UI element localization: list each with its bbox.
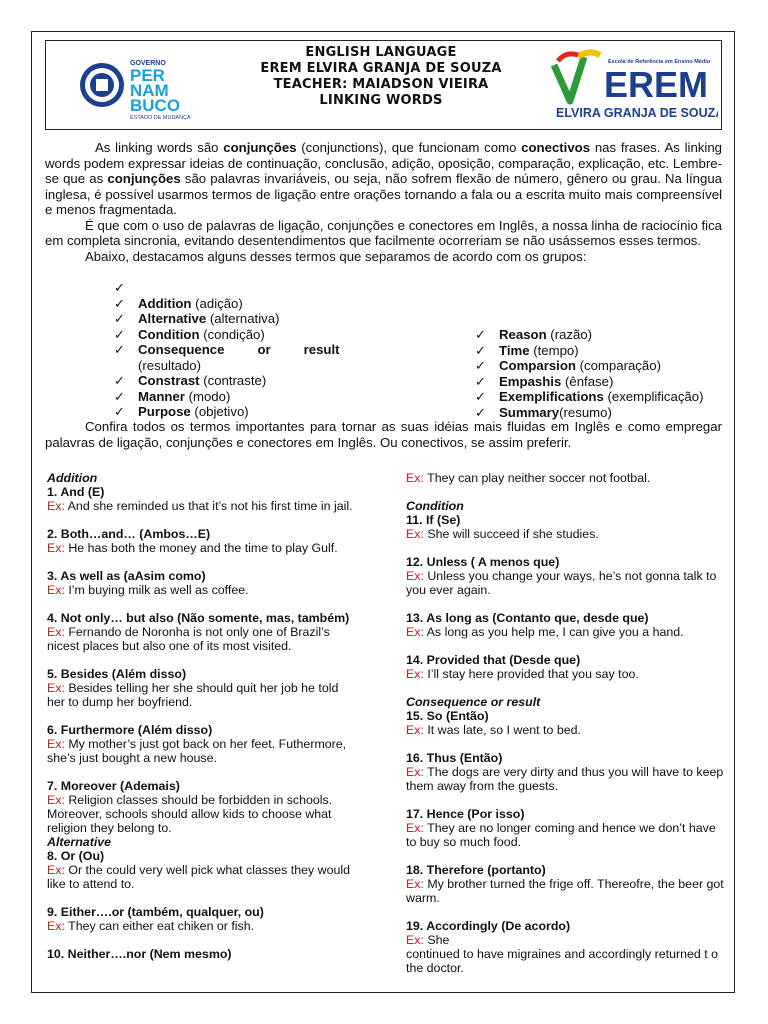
check-icon: ✓ — [114, 295, 126, 311]
document-header — [45, 40, 722, 130]
list-item: ✓ Exemplifications (exemplificação) — [475, 389, 704, 404]
example-sentence: Ex: I’ll stay here provided that you say too. — [406, 667, 639, 681]
pernambuco-logo — [74, 51, 214, 121]
example-sentence-continued: continued to have migraines and accordingly returned t o the doctor. — [406, 947, 719, 975]
term-title: 2. Both…and… (Ambos…E) — [47, 527, 211, 541]
term-title: 14. Provided that (Desde que) — [406, 653, 581, 667]
intro-paragraph-4: Confira todos os termos importantes para tornar as suas idéias mais fluidas em Inglês e como empregar palavras de ligação, conjunções e conectores em Inglês. Ou conectivos, se assim preferir. — [45, 419, 722, 450]
list-item: ✓ Manner (modo) — [114, 388, 231, 404]
groups-list-right — [475, 327, 735, 420]
examples-column-right — [406, 471, 724, 975]
term-title: 13. As long as (Contanto que, desde que) — [406, 611, 649, 625]
term-title: 5. Besides (Além disso) — [47, 667, 187, 681]
svg-text:ELVIRA GRANJA DE SOUZA: ELVIRA GRANJA DE SOUZA — [556, 106, 718, 120]
list-item: ✓ Condition (condição) — [114, 326, 265, 342]
example-sentence: Ex: I’m buying milk as well as coffee. — [47, 583, 249, 597]
topic-title: LINKING WORDS — [319, 93, 443, 108]
list-item: ✓ Consequence or result — [114, 342, 340, 357]
list-item: ✓ Purpose (objetivo) — [114, 404, 249, 419]
example-sentence: Ex: Unless you change your ways, he’s not gonna talk to you ever again. — [406, 569, 717, 597]
header-titles — [206, 45, 556, 109]
term-title: 16. Thus (Então) — [406, 751, 503, 765]
erem-logo — [548, 47, 718, 125]
list-item: ✓ Alternative (alternativa) — [114, 311, 280, 326]
check-icon: ✓ — [475, 404, 487, 420]
example-sentence: Ex: They can play neither soccer not footbal. — [406, 471, 651, 485]
svg-text:GOVERNO: GOVERNO — [130, 60, 166, 67]
example-sentence: Ex: They are no longer coming and hence we don’t have to buy so much food. — [406, 821, 716, 849]
svg-text:NAM: NAM — [130, 81, 169, 100]
svg-text:EREM: EREM — [604, 64, 709, 105]
example-sentence: Ex: He has both the money and the time to play Gulf. — [47, 541, 338, 555]
course-title: ENGLISH LANGUAGE — [305, 45, 457, 60]
term-title: 3. As well as (aAsim como) — [47, 569, 206, 583]
section-heading: Condition — [406, 499, 464, 513]
term-title: 17. Hence (Por isso) — [406, 807, 525, 821]
term-title: 18. Therefore (portanto) — [406, 863, 546, 877]
list-item: ✓ Time (tempo) — [475, 342, 579, 358]
check-icon: ✓ — [114, 280, 126, 295]
school-title: EREM ELVIRA GRANJA DE SOUZA — [260, 61, 502, 76]
check-icon: ✓ — [475, 389, 487, 404]
intro-text — [45, 140, 722, 264]
section-heading: Consequence or result — [406, 695, 541, 709]
check-icon: ✓ — [475, 373, 487, 389]
svg-text:ESTADO DE MUDANÇA: ESTADO DE MUDANÇA — [130, 115, 191, 121]
check-icon: ✓ — [114, 326, 126, 342]
section-heading: Addition — [47, 471, 98, 485]
check-icon: ✓ — [475, 327, 487, 342]
svg-text:BUCO: BUCO — [130, 96, 181, 115]
example-sentence: Ex: My mother’s just got back on her feet. Futhermore, she’s just bought a new house. — [47, 737, 347, 765]
check-icon: ✓ — [114, 342, 126, 357]
example-sentence: Ex: She — [406, 933, 450, 947]
list-item — [114, 280, 374, 296]
term-title: 12. Unless ( A menos que) — [406, 555, 560, 569]
teacher-title: TEACHER: MAIADSON VIEIRA — [273, 77, 489, 92]
groups-list-left — [114, 280, 374, 420]
term-title: 19. Accordingly (De acordo) — [406, 919, 571, 933]
section-heading: Alternative — [47, 835, 112, 849]
example-sentence: Ex: They can either eat chiken or fish. — [47, 919, 255, 933]
example-sentence: Ex: Or the could very well pick what classes they would like to attend to. — [47, 863, 351, 891]
example-sentence: Ex: And she reminded us that it’s not his first time in jail. — [47, 499, 353, 513]
svg-text:PER: PER — [130, 66, 165, 85]
example-sentence: Ex: As long as you help me, I can give you a hand. — [406, 625, 684, 639]
check-icon: ✓ — [475, 358, 487, 373]
term-title: 11. If (Se) — [406, 513, 461, 527]
intro-text-2 — [45, 419, 722, 450]
svg-text:Escola de Referência em Ensino: Escola de Referência em Ensino Médio — [608, 59, 711, 65]
term-title: 4. Not only… but also (Não somente, mas, também) — [47, 611, 350, 625]
example-sentence: Ex: It was late, so I went to bed. — [406, 723, 581, 737]
examples-column-left — [47, 471, 357, 961]
example-sentence: Ex: Fernando de Noronha is not only one of Brazil’s nicest places but also one of its most visited. — [47, 625, 330, 653]
check-icon: ✓ — [114, 388, 126, 404]
intro-paragraph-3: Abaixo, destacamos alguns desses termos que separamos de acordo com os grupos: — [85, 248, 587, 264]
term-title: 10. Neither….nor (Nem mesmo) — [47, 947, 232, 961]
list-item: ✓ Comparsion (comparação) — [475, 358, 661, 373]
intro-paragraph-2: É que com o uso de palavras de ligação, conjunções e conectores em Inglês, a nossa linha de raciocínio fica em completa sincronia, evitando desentendimentos que facilmente ocorreriam se não usássemos esses termos. — [45, 217, 722, 248]
check-icon: ✓ — [114, 311, 126, 326]
list-item: ✓ Constrast (contraste) — [114, 373, 267, 388]
check-icon: ✓ — [114, 373, 126, 388]
check-icon: ✓ — [475, 342, 487, 358]
list-item: ✓ Reason (razão) — [475, 327, 593, 342]
example-sentence: Ex: Besides telling her she should quit her job he told her to dump her boyfriend. — [47, 681, 339, 709]
term-title: 8. Or (Ou) — [47, 849, 105, 863]
example-sentence: Ex: The dogs are very dirty and thus you will have to keep them away from the guests. — [406, 765, 724, 793]
example-sentence: Ex: Religion classes should be forbidden in schools. Moreover, schools should allow kids to choose what religion they belong to. — [47, 793, 333, 835]
list-item: ✓ Addition (adição) — [114, 295, 243, 311]
term-title: 9. Either….or (também, qualquer, ou) — [47, 905, 264, 919]
list-item: ✓ Empashis (ênfase) — [475, 373, 614, 389]
example-sentence: Ex: She will succeed if she studies. — [406, 527, 599, 541]
term-title: 15. So (Então) — [406, 709, 489, 723]
list-item-note: (resultado) — [138, 357, 202, 373]
list-item: ✓ Summary(resumo) — [475, 404, 612, 420]
term-title: 7. Moreover (Ademais) — [47, 779, 180, 793]
term-title: 1. And (E) — [47, 485, 105, 499]
intro-paragraph-1: As linking words são conjunções (conjunctions), que funcionam como conectivos nas frases. As linking words podem expressar ideias de continuação, conclusão, adição, oposição, comparação, explicação, etc. Lembre-se que as conjunções são palavras invariáveis, ou seja, não sofrem flexão de número, gênero ou grau. Na língua inglesa, é possível usarmos termos de ligação entre orações tornando a fala ou a escrita muito mais compreensível e menos fragmentada. — [45, 140, 722, 217]
term-title: 6. Furthermore (Além disso) — [47, 723, 213, 737]
check-icon: ✓ — [114, 404, 126, 419]
example-sentence: Ex: My brother turned the frige off. Thereofre, the beer got warm. — [406, 877, 724, 905]
